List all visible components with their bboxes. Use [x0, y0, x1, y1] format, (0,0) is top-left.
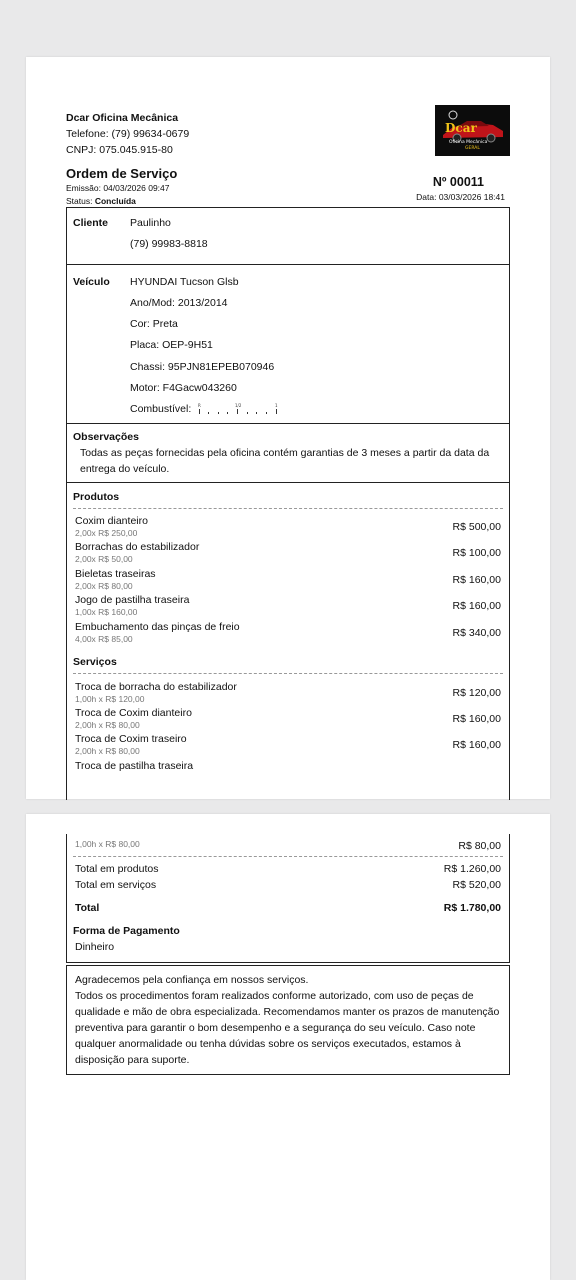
grand-total-value: R$ 1.780,00	[443, 902, 501, 914]
logo-text: Dcar	[445, 121, 477, 135]
client-phone: (79) 99983-8818	[130, 238, 208, 250]
client-name: Paulinho	[130, 217, 171, 229]
total-services-label: Total em serviços	[75, 879, 157, 891]
thanks-line-2: Todos os procedimentos foram realizados conforme autorizado, com uso de peças de qualidade e mão de obra especializada. Recomendamos manter os prazos de manutenção preventiva para garantir o bom desempenho e a segurança do seu veículo. Caso note qualquer anormalidade ou tenha dúvidas sobre os serviços executados, estamos à disposição para suporte.	[75, 990, 500, 1066]
services-label: Serviços	[73, 656, 117, 668]
vehicle-plate: Placa: OEP-9H51	[130, 339, 213, 351]
company-logo	[435, 105, 510, 156]
client-label: Cliente	[73, 217, 109, 229]
thanks-box	[66, 965, 510, 1075]
order-details-box: Cliente Paulinho (79) 99983-8818 Veículo HYUNDAI Tucson Glsb Ano/Mod: 2013/2014 Cor: Preta Placa: OEP-9H51 Chassi: 95PJN81EPEB070946 Motor: F4Gacw043260 Combustível: R 1/2 1 Observações Todas as peças fornecidas pela oficina contém garantias de 3 meses a partir da data da entrega do veículo. Produtos Coxim dianteiro 2,00x R$ 250,00 R$ 500,00 Borrachas do estabilizador 2,00x R$ 50,00 R$ 100,00 Bieletas traseiras 2,00x R$ 80,00 R$ 160,00 Jogo de pastilha traseira 1,00x R$ 160,00 R$ 160,00 Embuchamento das pinças de freio 4,00x R$ 85,00 R$ 340,00 Serviços Troca de borracha do estabilizador 1,00h x R$ 120,00 R$ 120,00 Troca de Coxim dianteiro 2,00h x R$ 80,00 R$ 160,00 Troca de Coxim traseiro 2,00h x R$ 80,00 R$ 160,00 Troca de pastilha traseira	[66, 207, 510, 800]
dashed-divider	[73, 508, 503, 509]
payment-method: Dinheiro	[75, 941, 115, 953]
company-phone: Telefone: (79) 99634-0679	[66, 128, 190, 140]
company-cnpj: CNPJ: 075.045.915-80	[66, 144, 173, 156]
vehicle-chassis: Chassi: 95PJN81EPEB070946	[130, 361, 275, 373]
vehicle-engine: Motor: F4Gacw043260	[130, 382, 237, 394]
document-title: Ordem de Serviço	[66, 166, 178, 181]
vehicle-label: Veículo	[73, 276, 110, 288]
fuel-gauge-icon	[198, 403, 278, 415]
divider	[67, 482, 509, 483]
divider	[67, 264, 509, 265]
total-products-value: R$ 1.260,00	[443, 863, 501, 875]
status-value: Concluída	[94, 196, 136, 206]
total-services-value: R$ 520,00	[452, 879, 501, 891]
company-name: Dcar Oficina Mecânica	[66, 112, 179, 124]
fuel-label: Combustível:	[130, 403, 192, 415]
logo-subtitle-2: GERAL	[465, 146, 480, 151]
vehicle-model: HYUNDAI Tucson Glsb	[130, 276, 239, 288]
observations-label: Observações	[73, 431, 139, 443]
order-date: Data: 03/03/2026 18:41	[416, 192, 505, 202]
vehicle-year: Ano/Mod: 2013/2014	[130, 297, 228, 309]
dashed-divider	[73, 673, 503, 674]
observations-text: Todas as peças fornecidas pela oficina contém garantias de 3 meses a partir da data da entrega do veículo.	[80, 447, 490, 475]
dashed-divider	[73, 856, 503, 857]
vehicle-color: Cor: Preta	[130, 318, 178, 330]
thanks-message	[75, 972, 503, 1068]
fuel-mark-reserve: R	[198, 403, 201, 409]
order-details-box-continued: 1,00h x R$ 80,00 R$ 80,00 Total em produtos R$ 1.260,00 Total em serviços R$ 520,00 Total R$ 1.780,00 Forma de Pagamento Dinheiro	[66, 834, 510, 963]
document-page-2	[26, 814, 550, 1280]
total-products-label: Total em produtos	[75, 863, 159, 875]
divider	[67, 423, 509, 424]
issue-date: Emissão: 04/03/2026 09:47	[66, 183, 170, 193]
thanks-line-1: Agradecemos pela confiança em nossos serviços.	[75, 974, 309, 986]
fuel-mark-full: 1	[275, 403, 278, 409]
order-status: Status: Concluída	[66, 196, 136, 206]
payment-label: Forma de Pagamento	[73, 925, 180, 937]
grand-total-label: Total	[75, 902, 100, 914]
order-number: Nº 00011	[432, 175, 484, 189]
products-label: Produtos	[73, 491, 120, 503]
logo-subtitle: Oficina Mecânica	[449, 140, 488, 145]
vehicle-fuel	[130, 403, 278, 415]
document-page-1	[26, 57, 550, 799]
fuel-mark-half: 1/2	[235, 403, 242, 409]
